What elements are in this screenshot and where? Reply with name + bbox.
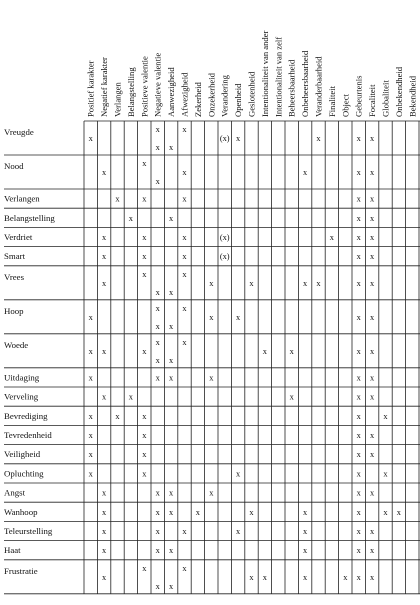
row-label: Opluchting	[4, 468, 44, 479]
cell-mark: x	[356, 252, 361, 262]
row-label: Teleurstelling	[4, 526, 53, 536]
cell-mark: x	[182, 125, 187, 134]
cell-mark: (x)	[219, 134, 230, 143]
cell-mark: x	[209, 312, 214, 322]
cell-mark: x	[169, 581, 174, 591]
row-label: Woede	[4, 339, 29, 350]
cell-mark: x	[169, 213, 174, 223]
cell-mark: x	[155, 321, 160, 331]
cell-mark: x	[356, 312, 361, 322]
row-label: Nood	[4, 161, 24, 171]
cell-mark: x	[370, 346, 375, 356]
column-header: Onbekendheid	[393, 66, 404, 117]
cell-mark: x	[182, 337, 187, 347]
column-header: Gebeurtenis	[353, 75, 364, 117]
row-label: Haat	[4, 545, 21, 556]
cell-mark: x	[169, 546, 174, 556]
column-header: Belangstelling	[125, 67, 136, 117]
cell-mark: x	[88, 431, 93, 440]
cell-mark: x	[102, 346, 107, 356]
cell-mark: x	[155, 581, 160, 591]
cell-mark: x	[209, 373, 214, 383]
column-header: Intentionaliteit van zelf	[273, 36, 284, 117]
cell-mark: x	[115, 411, 120, 421]
cell-mark: (x)	[219, 233, 230, 242]
cell-mark: x	[182, 269, 187, 279]
cell-mark: x	[169, 507, 174, 517]
cell-mark: x	[356, 572, 361, 582]
cell-mark: x	[102, 392, 107, 402]
cell-mark: x	[356, 469, 361, 479]
cell-mark: x	[316, 134, 321, 143]
row-label: Vreugde	[4, 127, 34, 137]
cell-mark: x	[88, 134, 93, 143]
cell-mark: x	[289, 392, 294, 402]
column-header: Afwezigheid	[179, 72, 190, 117]
cell-mark: x	[356, 527, 361, 536]
cell-mark: x	[155, 125, 160, 134]
cell-mark: x	[102, 507, 107, 517]
cell-mark: x	[88, 312, 93, 322]
row-label: Uitdaging	[4, 372, 40, 383]
cell-mark: x	[236, 469, 241, 479]
column-header: Focaliteit	[367, 84, 378, 117]
cell-mark: x	[249, 278, 254, 288]
column-header: Bekendheid	[407, 75, 418, 117]
cell-mark: x	[289, 346, 294, 356]
cell-mark: x	[88, 469, 93, 479]
cell-mark: x	[329, 233, 334, 242]
cell-mark: x	[236, 527, 241, 536]
cell-mark: x	[303, 527, 308, 536]
cell-mark: x	[155, 373, 160, 383]
cell-mark: x	[356, 168, 361, 177]
cell-mark: x	[356, 194, 361, 204]
column-header: Onbeheersbaarheid	[300, 50, 311, 117]
cell-mark: x	[383, 507, 388, 517]
cell-mark: x	[370, 450, 375, 460]
cell-mark: x	[370, 194, 375, 204]
column-header: Aanwezigheid	[166, 67, 177, 117]
cell-mark: x	[182, 563, 187, 573]
row-label: Hoop	[4, 305, 24, 316]
cell-mark: x	[249, 507, 254, 517]
cell-mark: x	[356, 392, 361, 402]
column-header: Positief karakter	[85, 60, 96, 117]
cell-mark: x	[262, 346, 267, 356]
cell-mark: x	[169, 321, 174, 331]
cell-mark: x	[142, 450, 147, 460]
cell-mark: x	[236, 134, 241, 143]
cell-mark: x	[356, 233, 361, 242]
row-label: Verveling	[4, 391, 39, 402]
cell-mark: x	[370, 488, 375, 498]
cell-mark: x	[370, 392, 375, 402]
cell-mark: x	[169, 373, 174, 383]
cell-mark: x	[88, 373, 93, 383]
cell-mark: x	[155, 488, 160, 498]
cell-mark: x	[155, 177, 160, 186]
column-header: Beheersbaarheid	[286, 59, 297, 117]
cell-mark: x	[155, 303, 160, 313]
cell-mark: x	[142, 194, 147, 204]
row-label: Frustratie	[4, 565, 38, 576]
cell-mark: x	[142, 269, 147, 279]
cell-mark: x	[303, 572, 308, 582]
column-header: Negatieve valentie	[152, 52, 163, 117]
cell-mark: x	[102, 252, 107, 262]
cell-mark: x	[370, 312, 375, 322]
cell-mark: x	[155, 287, 160, 297]
column-header: Object	[340, 94, 351, 117]
cell-mark: x	[142, 159, 147, 168]
row-label: Belangstelling	[4, 212, 55, 223]
column-header: Veranderbaarheid	[313, 56, 324, 117]
cell-mark: x	[155, 337, 160, 347]
cell-mark: x	[195, 507, 200, 517]
cell-mark: x	[236, 312, 241, 322]
cell-mark: x	[370, 252, 375, 262]
row-label: Vrees	[4, 271, 24, 282]
column-header: Positieve valentie	[139, 56, 150, 117]
cell-mark: x	[356, 546, 361, 556]
column-header: Geslotenheid	[246, 71, 257, 117]
column-header: Finaliteit	[326, 85, 337, 117]
column-header: Globaliteit	[380, 80, 391, 117]
column-header: Verandering	[219, 74, 230, 117]
cell-mark: x	[356, 278, 361, 288]
cell-mark: x	[249, 572, 254, 582]
cell-mark: x	[396, 507, 401, 517]
cell-mark: x	[370, 373, 375, 383]
cell-mark: x	[169, 143, 174, 152]
row-label: Verdriet	[4, 232, 33, 242]
cell-mark: x	[128, 213, 133, 223]
cell-mark: x	[142, 346, 147, 356]
cell-mark: x	[182, 527, 187, 536]
cell-mark: x	[142, 469, 147, 479]
cell-mark: x	[182, 168, 187, 177]
cell-mark: x	[370, 572, 375, 582]
cell-mark: (x)	[219, 252, 230, 262]
cell-mark: x	[383, 411, 388, 421]
cell-mark: x	[370, 213, 375, 223]
cell-mark: x	[128, 392, 133, 402]
cell-mark: x	[155, 507, 160, 517]
column-header: Openheid	[233, 83, 244, 117]
cell-mark: x	[142, 233, 147, 242]
column-header: Intentionaliteit van ander	[259, 30, 270, 117]
cell-mark: x	[169, 287, 174, 297]
cell-mark: x	[182, 233, 187, 242]
cell-mark: x	[102, 572, 107, 582]
cell-mark: x	[370, 134, 375, 143]
cell-mark: x	[303, 546, 308, 556]
cell-mark: x	[155, 546, 160, 556]
cell-mark: x	[370, 233, 375, 242]
row-label: Verlangen	[4, 193, 40, 204]
cell-mark: x	[102, 168, 107, 177]
row-label: Veiligheid	[4, 449, 41, 460]
column-header: Negatief karakter	[99, 57, 110, 117]
cell-mark: x	[356, 411, 361, 421]
cell-mark: x	[102, 488, 107, 498]
cell-mark: x	[88, 346, 93, 356]
cell-mark: x	[102, 278, 107, 288]
cell-mark: x	[356, 450, 361, 460]
cell-mark: x	[209, 278, 214, 288]
cell-mark: x	[356, 373, 361, 383]
cell-mark: x	[102, 527, 107, 536]
cell-mark: x	[262, 572, 267, 582]
cell-mark: x	[356, 213, 361, 223]
row-label: Angst	[4, 487, 26, 498]
cell-mark: x	[169, 488, 174, 498]
cell-mark: x	[370, 278, 375, 288]
cell-mark: x	[356, 431, 361, 440]
cell-mark: x	[370, 527, 375, 536]
cell-mark: x	[356, 507, 361, 517]
cell-mark: x	[115, 194, 120, 204]
cell-mark: x	[182, 303, 187, 313]
cell-mark: x	[155, 527, 160, 536]
cell-mark: x	[142, 563, 147, 573]
cell-mark: x	[370, 168, 375, 177]
row-label: Bevrediging	[4, 410, 48, 421]
row-label: Smart	[4, 251, 26, 262]
row-label: Tevredenheid	[4, 430, 52, 440]
cell-mark: x	[343, 572, 348, 582]
cell-mark: x	[88, 450, 93, 460]
cell-mark: x	[142, 411, 147, 421]
cell-mark: x	[155, 143, 160, 152]
column-header: Verlangen	[112, 82, 123, 117]
cell-mark: x	[169, 355, 174, 365]
cell-mark: x	[370, 546, 375, 556]
cell-mark: x	[102, 546, 107, 556]
cell-mark: x	[88, 411, 93, 421]
cell-mark: x	[209, 488, 214, 498]
cell-mark: x	[303, 168, 308, 177]
row-label: Wanhoop	[4, 506, 38, 517]
cell-mark: x	[182, 194, 187, 204]
cell-mark: x	[303, 278, 308, 288]
cell-mark: x	[142, 431, 147, 440]
column-header: Onzekerheid	[206, 73, 217, 117]
cell-mark: x	[142, 252, 147, 262]
cell-mark: x	[155, 355, 160, 365]
cell-mark: x	[370, 431, 375, 440]
cell-mark: x	[383, 469, 388, 479]
cell-mark: x	[356, 134, 361, 143]
cell-mark: x	[356, 488, 361, 498]
cell-mark: x	[316, 278, 321, 288]
cell-mark: x	[182, 252, 187, 262]
cell-mark: x	[303, 507, 308, 517]
cell-mark: x	[356, 346, 361, 356]
column-header: Zekerheid	[192, 82, 203, 117]
cell-mark: x	[102, 233, 107, 242]
